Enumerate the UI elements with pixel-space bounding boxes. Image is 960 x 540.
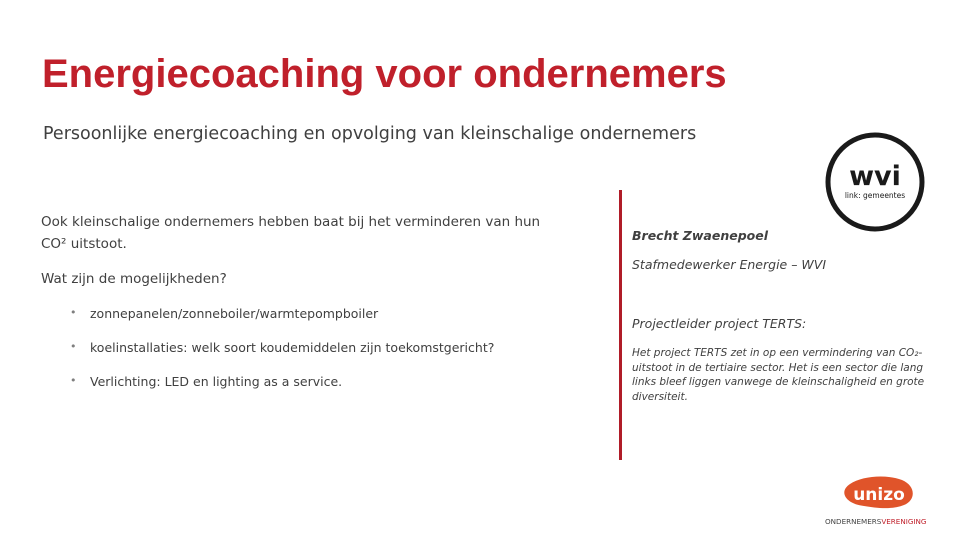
vertical-divider <box>619 190 622 460</box>
intro-line-1: Ook kleinschalige ondernemers hebben baat bij het verminderen van hun <box>41 214 541 230</box>
intro-text <box>41 211 601 255</box>
bullet-icon: • <box>70 374 77 387</box>
options-list <box>70 306 494 408</box>
unizo-logo-tagline <box>825 517 926 526</box>
list-item <box>70 306 494 340</box>
question-text: Wat zijn de mogelijkheden? <box>41 271 227 287</box>
project-heading: Projectleider project TERTS: <box>632 316 807 331</box>
unizo-tagline-part-2: VERENIGING <box>881 517 927 526</box>
wvi-logo-text: wvi <box>849 161 901 192</box>
bullet-icon: • <box>70 340 77 353</box>
bullet-text: Verlichting: LED en lighting as a service. <box>90 374 343 389</box>
unizo-logo-text: unizo <box>853 485 905 505</box>
list-item <box>70 340 494 374</box>
project-description: Het project TERTS zet in op een vermindering van CO₂-uitstoot in de tertiaire sector. Het is een sector die lang links bleef liggen vanwege de kleinschaligheid en grote diversiteit. <box>632 347 925 403</box>
contact-role: Stafmedewerker Energie – WVI <box>632 257 827 272</box>
unizo-logo <box>824 470 936 530</box>
bullet-text: zonnepanelen/zonneboiler/warmtepompboiler <box>90 306 379 321</box>
unizo-tagline-part-1: ONDERNEMERS <box>825 517 882 526</box>
bullet-text: koelinstallaties: welk soort koudemiddelen zijn toekomstgericht? <box>90 340 495 355</box>
contact-name: Brecht Zwaenepoel <box>632 228 769 243</box>
bullet-icon: • <box>70 306 77 319</box>
slide-subtitle: Persoonlijke energiecoaching en opvolging van kleinschalige ondernemers <box>43 124 697 144</box>
slide-title: Energiecoaching voor ondernemers <box>42 52 727 96</box>
list-item <box>70 374 494 408</box>
wvi-logo-tagline: link: gemeentes <box>844 191 906 200</box>
wvi-logo <box>825 132 925 232</box>
intro-line-2: CO² uitstoot. <box>41 236 127 252</box>
